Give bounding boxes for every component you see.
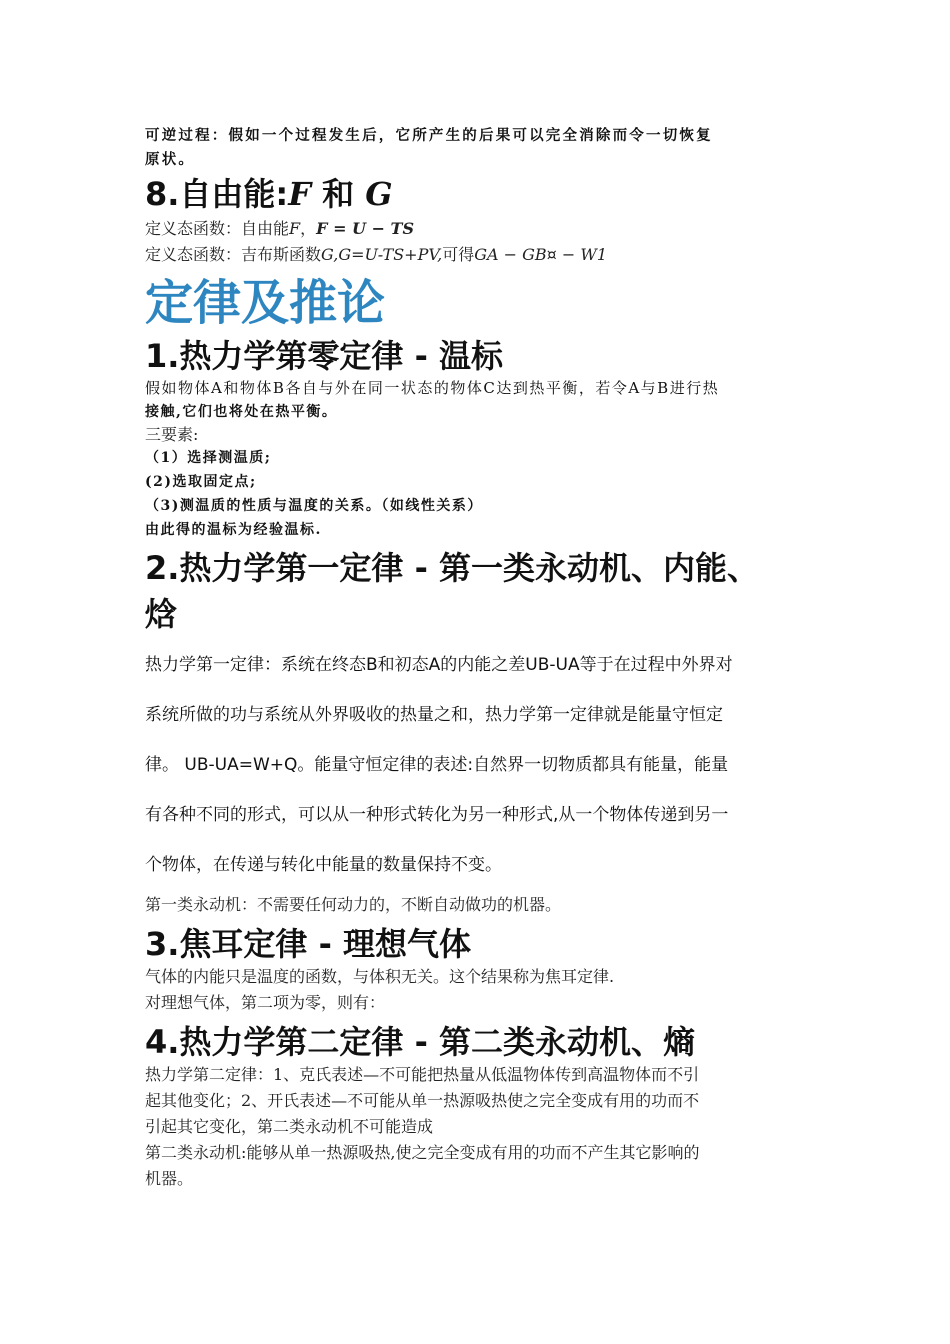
section-4-heading: 4.热力学第二定律 - 第二类永动机、熵 [145, 1023, 695, 1061]
free-energy-var: F [289, 219, 301, 238]
zeroth-law-line-2: 接触,它们也将处在热平衡。 [145, 404, 338, 420]
first-law-line-3: 律。 UB-UA=W+Q。能量守恒定律的表述:自然界一切物质都具有能量，能量 [145, 755, 729, 775]
perpetual-motion-1-definition: 第一类永动机：不需要任何动力的，不断自动做功的机器。 [145, 895, 562, 914]
document-page [145, 120, 810, 1192]
section-8-title-f: F [288, 175, 311, 213]
second-law-line-3: 引起其它变化，第二类永动机不可能造成 [145, 1117, 434, 1136]
empirical-scale-note: 由此得的温标为经验温标. [145, 522, 322, 538]
gibbs-inequality: GA − GB¤ − W1 [474, 245, 608, 264]
gibbs-definition [145, 242, 810, 268]
element-2: (2)选取固定点; [145, 474, 257, 490]
reversible-process-line-2: 原状。 [145, 151, 196, 168]
second-law-line-2: 起其他变化；2、开氏表述—不可能从单一热源吸热使之完全变成有用的功而不 [145, 1091, 700, 1110]
section-1-heading: 1.热力学第零定律 - 温标 [145, 337, 503, 375]
first-law-line-1: 热力学第一定律：系统在终态B和初态A的内能之差UB-UA等于在过程中外界对 [145, 655, 733, 675]
element-3: （3)测温质的性质与温度的关系。（如线性关系） [145, 498, 483, 514]
three-elements-label: 三要素: [145, 425, 199, 444]
gibbs-equation: G,G=U-TS+PV, [321, 245, 443, 264]
first-law-line-2: 系统所做的功与系统从外界吸收的热量之和，热力学第一定律就是能量守恒定 [145, 705, 723, 725]
zeroth-law-line-1: 假如物体A和物体B各自与外在同一状态的物体C达到热平衡，若令A与B进行热 [145, 379, 720, 397]
free-energy-equation: F = U − TS [316, 219, 415, 238]
section-8-title-and: 和 [310, 175, 366, 213]
free-energy-prefix: 定义态函数：自由能 [145, 219, 290, 238]
perpetual-motion-2-line-1: 第二类永动机:能够从单一热源吸热,使之完全变成有用的功而不产生其它影响的 [145, 1143, 700, 1162]
section-8-heading [145, 174, 810, 214]
first-law-line-4: 有各种不同的形式，可以从一种形式转化为另一种形式,从一个物体传递到另一 [145, 805, 729, 825]
element-1: （1）选择测温质; [145, 450, 272, 466]
section-3-heading: 3.焦耳定律 - 理想气体 [145, 925, 471, 963]
gibbs-mid: 可得 [442, 245, 475, 264]
free-energy-sep: ， [300, 219, 317, 238]
first-law-line-5: 个物体，在传递与转化中能量的数量保持不变。 [145, 855, 502, 875]
section-2-heading-line-2: 焓 [145, 595, 178, 633]
section-8-title-g: G [365, 175, 393, 213]
joule-law-line-1: 气体的内能只是温度的函数，与体积无关。这个结果称为焦耳定律. [145, 967, 615, 986]
section-8-title-prefix: 8.自由能: [145, 175, 289, 213]
section-2-heading-line-1: 2.热力学第一定律 - 第一类永动机、内能、 [145, 549, 759, 587]
perpetual-motion-2-line-2: 机器。 [145, 1169, 194, 1188]
joule-law-line-2: 对理想气体，第二项为零，则有： [145, 993, 386, 1012]
free-energy-definition [145, 216, 810, 242]
main-heading: 定律及推论 [145, 275, 386, 331]
first-law-paragraph [145, 640, 810, 890]
gibbs-prefix: 定义态函数：吉布斯函数 [145, 245, 322, 264]
reversible-process-line-1: 可逆过程：假如一个过程发生后，它所产生的后果可以完全消除而令一切恢复 [145, 127, 713, 144]
second-law-line-1: 热力学第二定律：1、克氏表述—不可能把热量从低温物体传到高温物体而不引 [145, 1065, 700, 1084]
